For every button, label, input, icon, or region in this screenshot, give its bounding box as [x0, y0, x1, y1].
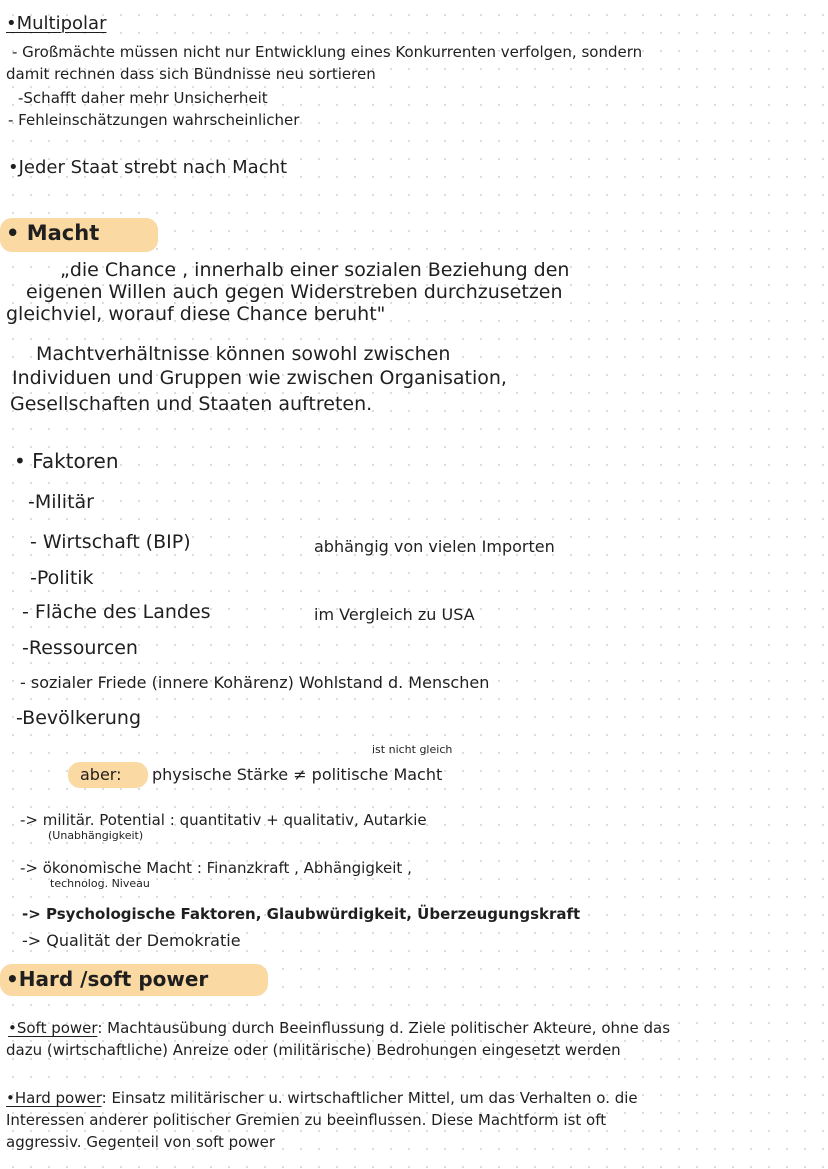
faktor-politik: -Politik [30, 567, 94, 589]
arrow-militaer-line-1: -> militär. Potential : quantitativ + qualitativ, Autarkie [20, 811, 427, 829]
macht-quote-line-3: gleichviel, worauf diese Chance beruht" [6, 303, 386, 325]
multipolar-line-2: damit rechnen dass sich Bündnisse neu sortieren [6, 65, 376, 83]
arrow-militaer-line-2: (Unabhängigkeit) [48, 829, 144, 842]
hard-power-line-2: Interessen anderer politischer Gremien zu beeinflussen. Diese Machtform ist oft [6, 1111, 607, 1129]
multipolar-line-5: •Jeder Staat strebt nach Macht [8, 157, 288, 178]
arrow-psychologie: -> Psychologische Faktoren, Glaubwürdigkeit, Überzeugungskraft [22, 905, 581, 923]
arrow-oekonomie-line-2: technolog. Niveau [50, 877, 150, 890]
multipolar-line-4: - Fehleinschätzungen wahrscheinlicher [8, 111, 300, 129]
soft-power-line-1 [8, 1020, 670, 1037]
multipolar-line-1: - Großmächte müssen nicht nur Entwicklung eines Konkurrenten verfolgen, sondern [12, 43, 643, 61]
soft-power-line-2: dazu (wirtschaftliche) Anreize oder (militärische) Bedrohungen eingesetzt werden [6, 1041, 621, 1059]
macht-heading: • Macht [6, 221, 100, 245]
aber-note: ist nicht gleich [372, 743, 453, 756]
hard-power-label: •Hard power [6, 1089, 102, 1107]
arrow-demokratie: -> Qualität der Demokratie [22, 931, 241, 950]
macht-text-line-2: Individuen und Gruppen wie zwischen Organisation, [12, 367, 507, 389]
faktor-militaer: -Militär [28, 491, 94, 513]
macht-quote-line-2: eigenen Willen auch gegen Widerstreben durchzusetzen [26, 281, 563, 303]
soft-power-label: •Soft power [8, 1019, 98, 1037]
hard-power-definition-1: : Einsatz militärischer u. wirtschaftlicher Mittel, um das Verhalten o. die [101, 1089, 638, 1107]
multipolar-heading: •Multipolar [6, 13, 107, 34]
faktoren-heading: • Faktoren [14, 449, 119, 473]
macht-quote-line-1: „die Chance , innerhalb einer sozialen Beziehung den [60, 259, 570, 281]
faktor-bevoelkerung: -Bevölkerung [16, 707, 142, 729]
aber-text: physische Stärke ≠ politische Macht [152, 765, 443, 784]
macht-text-line-1: Machtverhältnisse können sowohl zwischen [36, 343, 451, 365]
macht-text-line-3: Gesellschaften und Staaten auftreten. [10, 393, 373, 415]
faktor-wirtschaft: - Wirtschaft (BIP) [30, 531, 191, 553]
hard-power-line-3: aggressiv. Gegenteil von soft power [6, 1133, 276, 1151]
faktor-flaeche-note: im Vergleich zu USA [314, 605, 475, 624]
soft-power-definition-1: : Machtausübung durch Beeinflussung d. Ziele politischer Akteure, ohne das [97, 1019, 671, 1037]
faktor-flaeche: - Fläche des Landes [22, 601, 211, 623]
faktor-wirtschaft-note: abhängig von vielen Importen [314, 537, 555, 556]
faktor-sozialer-friede: - sozialer Friede (innere Kohärenz) Wohlstand d. Menschen [20, 673, 490, 692]
arrow-oekonomie-line-1: -> ökonomische Macht : Finanzkraft , Abhängigkeit , [20, 859, 412, 877]
multipolar-line-3: -Schafft daher mehr Unsicherheit [18, 89, 268, 107]
hard-power-line-1 [6, 1090, 638, 1107]
faktor-ressourcen: -Ressourcen [22, 637, 138, 659]
power-heading: •Hard /soft power [6, 967, 209, 991]
aber-label: aber: [80, 765, 122, 784]
